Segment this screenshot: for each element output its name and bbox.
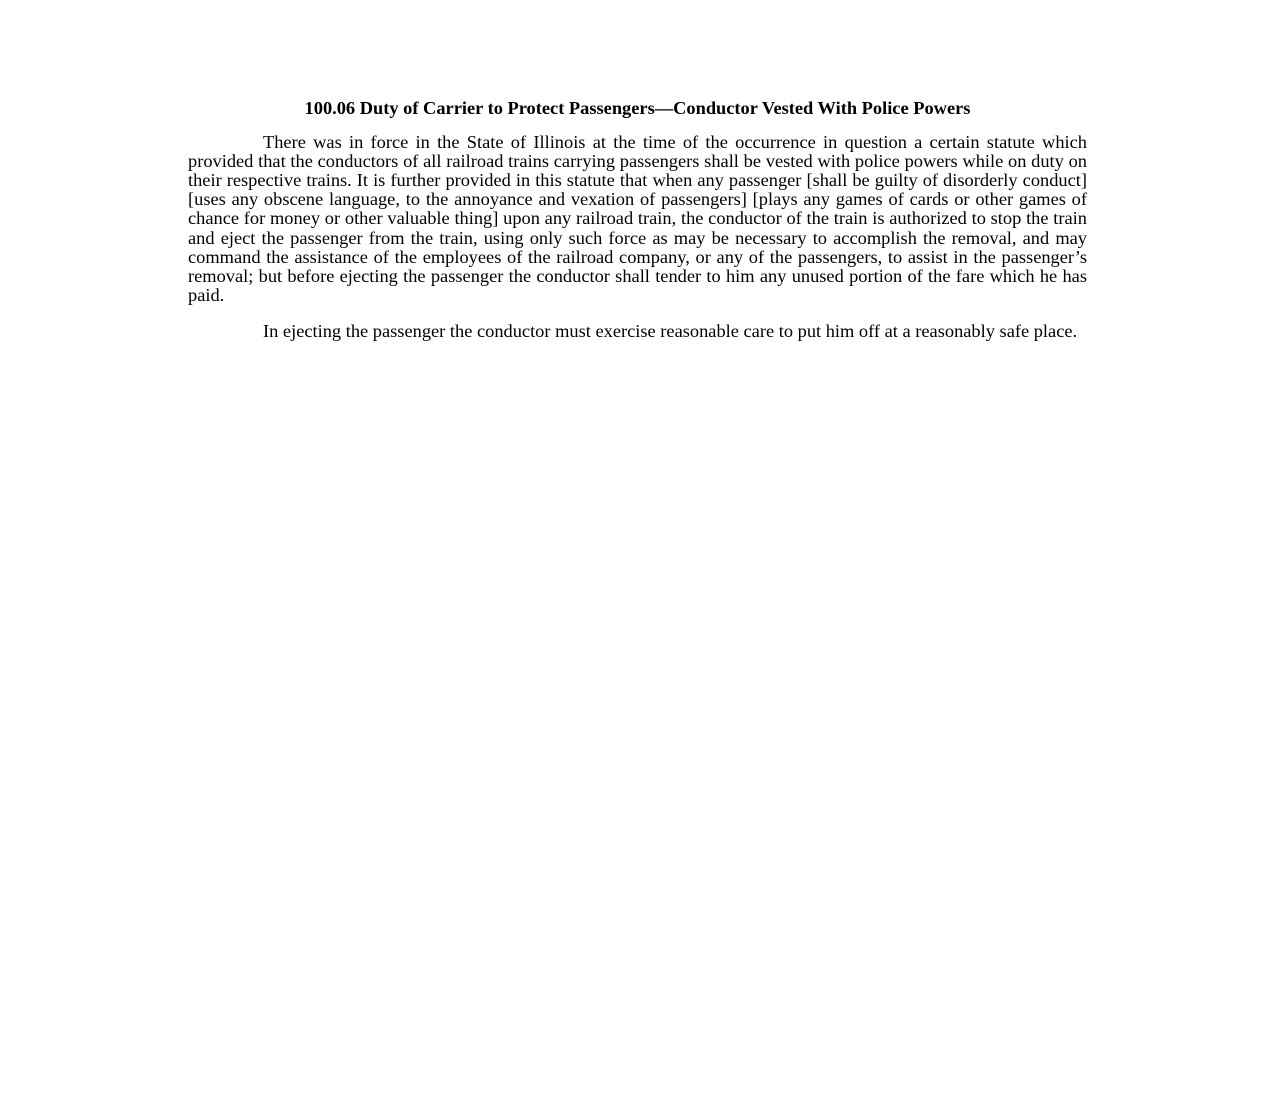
section-title: 100.06 Duty of Carrier to Protect Passengers—Conductor Vested With Police Powers — [304, 98, 971, 118]
document-page — [188, 99, 1087, 359]
paragraph-statute: There was in force in the State of Illinois at the time of the occurrence in question a certain statute which provided that the conductors of all railroad trains carrying passengers shall be vested with police powers while on duty on their respective trains. It is further provided in this statute that when any passenger [shall be guilty of disorderly conduct] [uses any obscene language, to the annoyance and vexation of passengers] [plays any games of cards or other games of chance for money or other valuable thing] upon any railroad train, the conductor of the train is authorized to stop the train and eject the passenger from the train, using only such force as may be necessary to accomplish the removal, and may command the assistance of the employees of the railroad company, or any of the passengers, to assist in the passenger’s removal; but before ejecting the passenger the conductor shall tender to him any unused portion of the fare which he has paid. — [188, 131, 1087, 306]
paragraph-ejection-care: In ejecting the passenger the conductor must exercise reasonable care to put him off at a reasonably safe place. — [263, 321, 1078, 342]
